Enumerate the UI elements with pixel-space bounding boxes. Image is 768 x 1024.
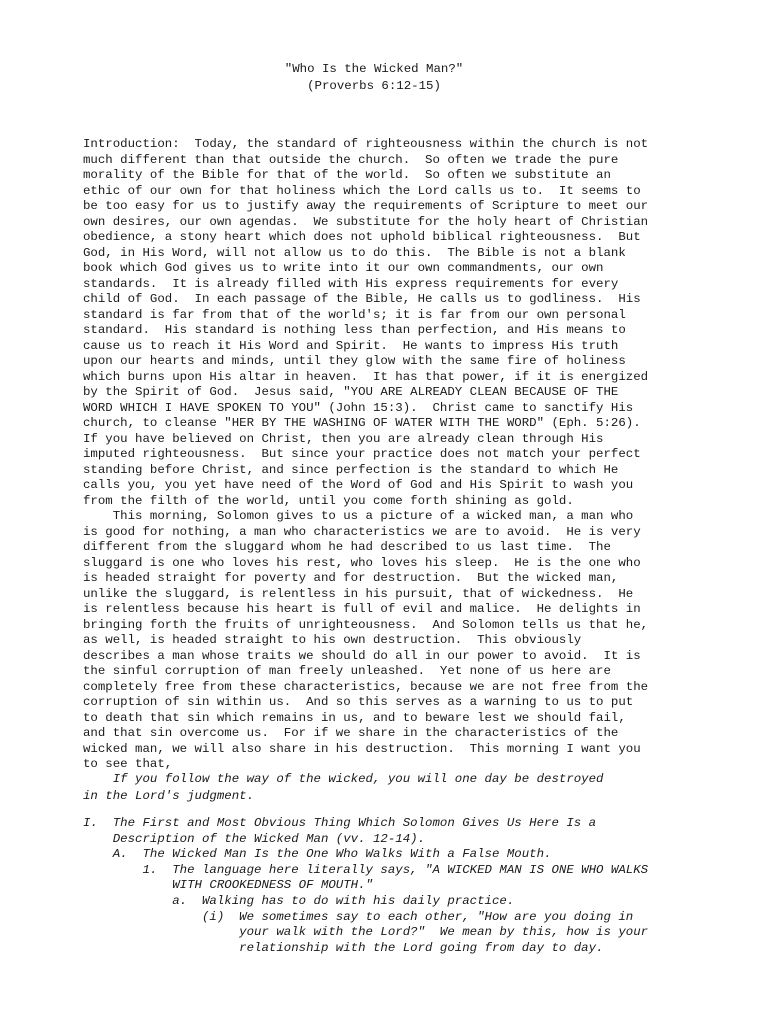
text-line: cause us to reach it His Word and Spirit. He wants to impress His truth <box>83 338 619 353</box>
text-line: own desires, our own agendas. We substitute for the holy heart of Christian <box>83 214 649 229</box>
text-line: corruption of sin within us. And so this serves as a warning to us to put <box>83 695 634 709</box>
text-line: completely free from these characteristics, because we are not free from the <box>83 679 649 694</box>
text-line: describes a man whose traits we should do all in our power to avoid. It is <box>83 648 641 663</box>
text-line: calls you, you yet have need of the Word of God and His Spirit to wash you <box>83 478 634 492</box>
outline-line: (i) We sometimes say to each other, "How are you doing in <box>83 909 634 924</box>
text-line: morality of the Bible for that of the world. So often we substitute an <box>83 168 611 182</box>
text-line: Introduction: Today, the standard of righteousness within the church is not <box>83 137 649 151</box>
outline-line: relationship with the Lord going from day to day. <box>83 940 604 955</box>
outline-line: WITH CROOKEDNESS OF MOUTH." <box>83 878 373 893</box>
text-line: unlike the sluggard, is relentless in his pursuit, that of wickedness. He <box>83 586 634 601</box>
text-line: from the filth of the world, until you come forth shining as gold. <box>83 493 574 508</box>
text-line: ethic of our own for that holiness which the Lord calls us to. It seems to <box>83 183 641 198</box>
text-line: to see that, <box>83 757 173 771</box>
text-line: different from the sluggard whom he had described to us last time. The <box>83 540 611 554</box>
text-line: This morning, Solomon gives to us a picture of a wicked man, a man who <box>83 509 634 523</box>
text-line: the sinful corruption of man freely unleashed. Yet none of us here are <box>83 664 611 678</box>
text-line: obedience, a stony heart which does not uphold biblical righteousness. But <box>83 230 641 244</box>
outline-line: your walk with the Lord?" We mean by this, how is your <box>83 925 649 940</box>
outline-line: a. Walking has to do with his daily practice. <box>83 893 515 908</box>
text-line: by the Spirit of God. Jesus said, "YOU ARE ALREADY CLEAN BECAUSE OF THE <box>83 385 619 399</box>
thesis-line: If you follow the way of the wicked, you will one day be destroyed <box>83 772 604 786</box>
text-line: standard. His standard is nothing less than perfection, and His means to <box>83 323 626 337</box>
scripture-reference: (Proverbs 6:12-15) <box>307 79 441 93</box>
text-line: is headed straight for poverty and for destruction. But the wicked man, <box>83 571 619 585</box>
outline-line: 1. The language here literally says, "A WICKED MAN IS ONE WHO WALKS <box>83 862 649 877</box>
text-line: is good for nothing, a man who characteristics we are to avoid. He is very <box>83 524 641 539</box>
text-line: and that sin overcome us. For if we share in the characteristics of the <box>83 726 619 740</box>
text-line: imputed righteousness. But since your practice does not match your perfect <box>83 447 641 461</box>
text-line: book which God gives us to write into it our own commandments, our own <box>83 261 604 275</box>
text-line: WORD WHICH I HAVE SPOKEN TO YOU" (John 15:3). Christ came to sanctify His <box>83 400 634 415</box>
text-line: as well, is headed straight to his own destruction. This obviously <box>83 633 582 647</box>
outline-line: A. The Wicked Man Is the One Who Walks With a False Mouth. <box>83 847 552 862</box>
sermon-outline <box>83 816 648 956</box>
text-line: be too easy for us to justify away the requirements of Scripture to meet our <box>83 199 649 213</box>
text-line: wicked man, we will also share in his destruction. This morning I want you <box>83 741 641 756</box>
thesis-statement <box>83 771 604 805</box>
text-line: which burns upon His altar in heaven. It has that power, if it is energized <box>83 369 649 384</box>
thesis-line: in the Lord's judgment. <box>83 789 255 803</box>
introduction-body <box>83 137 683 773</box>
text-line: God, in His Word, will not allow us to do this. The Bible is not a blank <box>83 245 626 260</box>
text-line: If you have believed on Christ, then you are already clean through His <box>83 431 604 446</box>
outline-line: I. The First and Most Obvious Thing Which Solomon Gives Us Here Is a <box>83 816 597 830</box>
text-line: standing before Christ, and since perfection is the standard to which He <box>83 462 619 477</box>
text-line: is relentless because his heart is full of evil and malice. He delights in <box>83 602 641 616</box>
text-line: standards. It is already filled with His express requirements for every <box>83 276 619 291</box>
text-line: much different than that outside the church. So often we trade the pure <box>83 152 619 167</box>
text-line: church, to cleanse "HER BY THE WASHING OF WATER WITH THE WORD" (Eph. 5:26). <box>83 416 641 430</box>
text-line: bringing forth the fruits of unrighteousness. And Solomon tells us that he, <box>83 617 649 632</box>
text-line: upon our hearts and minds, until they glow with the same fire of holiness <box>83 354 626 368</box>
text-line: standard is far from that of the world's; it is far from our own personal <box>83 307 626 322</box>
outline-line: Description of the Wicked Man (vv. 12-14). <box>83 831 426 846</box>
text-line: sluggard is one who loves his rest, who loves his sleep. He is the one who <box>83 555 641 570</box>
text-line: to death that sin which remains in us, and to beware lest we should fail, <box>83 710 626 725</box>
sermon-title: "Who Is the Wicked Man?" <box>284 62 464 76</box>
text-line: child of God. In each passage of the Bible, He calls us to godliness. His <box>83 292 641 306</box>
